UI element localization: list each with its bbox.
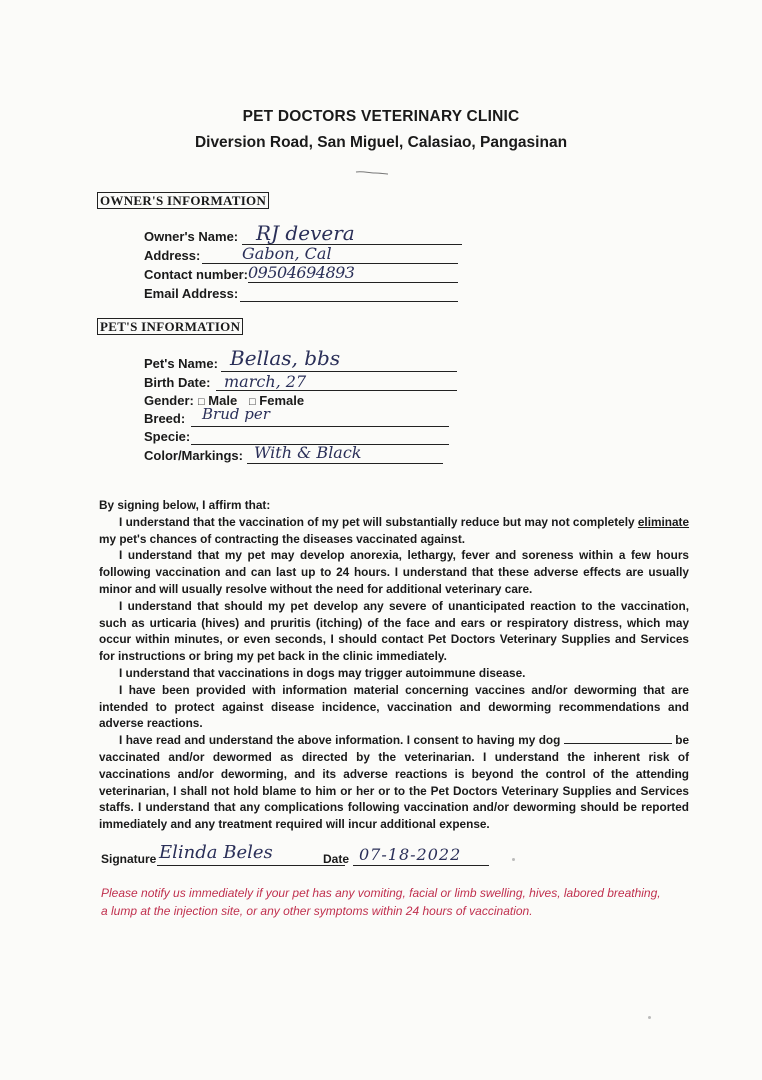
clinic-address: Diversion Road, San Miguel, Calasiao, Pangasinan bbox=[194, 134, 568, 151]
date-line bbox=[353, 865, 489, 866]
underlined-word: eliminate bbox=[637, 514, 690, 529]
female-label: Female bbox=[259, 393, 305, 408]
consent-paragraph-6: I have read and understand the above information. I consent to having my dog be vaccinated and/or dewormed as directed by the veterinarian. I understand the inherent risk of vaccinations and/or deworming, and its adverse reactions is beyond the control of the attending veterinarian, I shall not hold blame to him or her or to the Pet Doctors Veterinary Supplies and Services staffs. I understand that any complications following vaccination and/or deworming should be reported immediately and any treatment required will incur additional expense. bbox=[99, 733, 690, 832]
paper-speck bbox=[512, 858, 515, 861]
date-label: Date bbox=[323, 852, 350, 866]
breed-field[interactable] bbox=[144, 405, 464, 429]
signature-row[interactable] bbox=[101, 842, 521, 872]
owner-name-value: RJ devera bbox=[256, 221, 355, 245]
paper-speck bbox=[648, 1016, 651, 1019]
consent-intro: By signing below, I affirm that: bbox=[99, 498, 271, 512]
consent-text bbox=[99, 497, 689, 833]
breed-value: Brud per bbox=[202, 405, 270, 423]
address-label: Address: bbox=[144, 248, 201, 263]
color-markings-line bbox=[247, 463, 443, 464]
color-markings-value: With & Black bbox=[254, 443, 362, 462]
pen-mark bbox=[355, 170, 389, 176]
contact-field[interactable] bbox=[144, 263, 464, 285]
consent-paragraph-2: I understand that my pet may develop anorexia, lethargy, fever and soreness within a few hours following vaccination and can last up to 24 hours. I understand that these adverse effects are usually minor and will usually resolve without the need for additional veterinary care. bbox=[99, 548, 689, 596]
pet-name-value: Bellas, bbs bbox=[230, 346, 341, 370]
pet-name-label: Pet's Name: bbox=[144, 356, 218, 371]
consent-paragraph-1: I understand that the vaccination of my pet will substantially reduce but may not completely eliminate my pet's chances of contracting the diseases vaccinated against. bbox=[99, 514, 690, 546]
contact-value: 09504694893 bbox=[248, 263, 355, 282]
signature-line bbox=[157, 865, 345, 866]
contact-label: Contact number: bbox=[144, 267, 248, 282]
address-value: Gabon, Cal bbox=[242, 244, 332, 263]
email-line bbox=[240, 301, 458, 302]
owner-section-title: OWNER'S INFORMATION bbox=[97, 192, 269, 209]
signature-label: Signature bbox=[101, 852, 157, 866]
specie-label: Specie: bbox=[144, 429, 191, 444]
male-checkbox[interactable]: □ bbox=[198, 396, 205, 408]
owner-name-label: Owner's Name: bbox=[144, 229, 239, 244]
male-label: Male bbox=[208, 393, 238, 408]
color-markings-label: Color/Markings: bbox=[144, 448, 243, 463]
dog-name-blank[interactable] bbox=[564, 733, 672, 744]
consent-paragraph-5: I have been provided with information material concerning vaccines and/or deworming that are intended to protect against disease incidence, vaccination and deworming recommendations and adverse reactions. bbox=[99, 682, 689, 731]
consent-paragraph-4: I understand that vaccinations in dogs may trigger autoimmune disease. bbox=[119, 665, 526, 680]
consent-paragraph-3: I understand that should my pet develop any severe of unanticipated reaction to the vaccination, such as urticaria (hives) and pruritis (itching) of the face and ears or respiratory distress, which may occur within minutes, or even seconds, I should contact Pet Doctors Veterinary Supplies and Services for instructions or bring my pet back in the clinic immediately. bbox=[99, 598, 689, 664]
color-markings-field[interactable] bbox=[144, 443, 464, 466]
aftercare-notice: Please notify us immediately if your pet has any vomiting, facial or limb swelling, hives, labored breathing, a lump at the injection site, or any other symptoms within 24 hours of vaccination. bbox=[101, 886, 661, 918]
date-value: 07-18-2022 bbox=[359, 845, 462, 864]
birth-date-value: march, 27 bbox=[224, 372, 307, 391]
email-label: Email Address: bbox=[144, 286, 239, 301]
birth-date-label: Birth Date: bbox=[144, 375, 211, 390]
email-field[interactable] bbox=[144, 286, 464, 304]
pet-section-title: PET'S INFORMATION bbox=[97, 318, 243, 335]
contact-line bbox=[248, 282, 458, 283]
female-checkbox[interactable]: □ bbox=[249, 396, 256, 408]
gender-label: Gender: bbox=[144, 393, 194, 408]
gender-field[interactable] bbox=[144, 393, 464, 411]
breed-line bbox=[191, 426, 449, 427]
birth-date-field[interactable] bbox=[144, 372, 464, 393]
signature-value: Elinda Beles bbox=[159, 842, 273, 863]
breed-label: Breed: bbox=[144, 411, 186, 426]
clinic-name: PET DOCTORS VETERINARY CLINIC bbox=[242, 108, 520, 125]
